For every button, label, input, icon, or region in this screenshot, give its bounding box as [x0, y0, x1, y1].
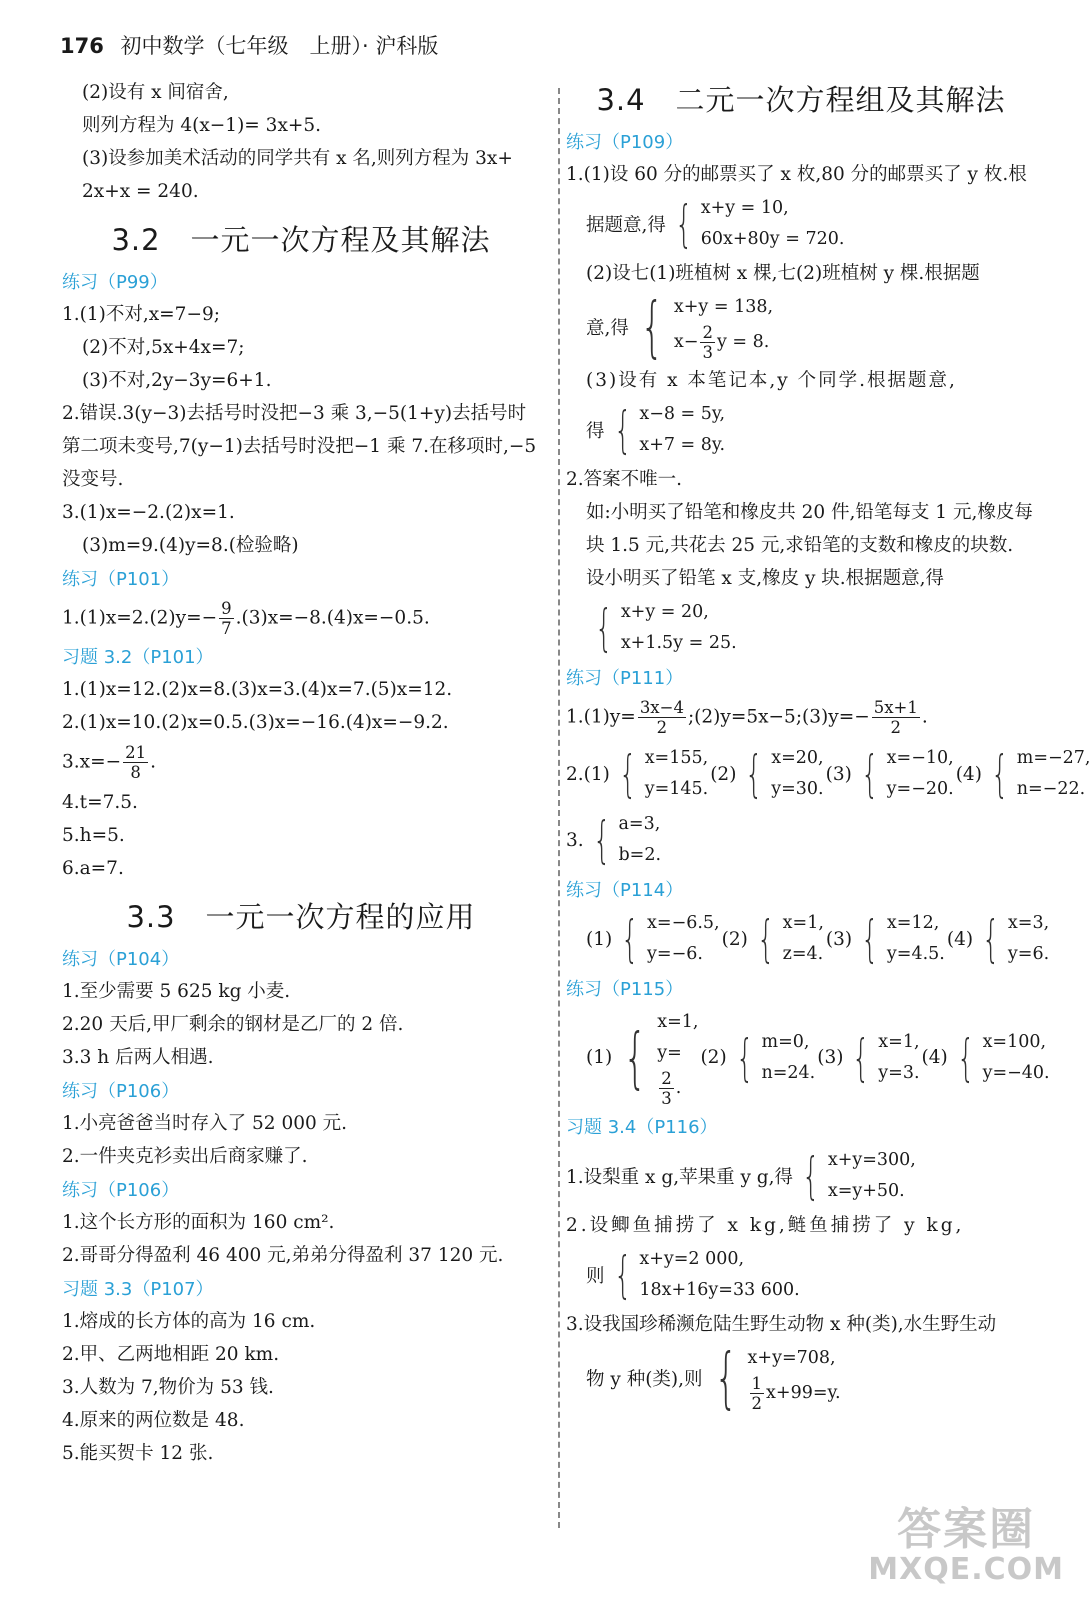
equation-part: x+99=y.	[766, 1383, 841, 1403]
brace-icon: {	[619, 745, 637, 803]
equation: m=−27,	[1016, 748, 1091, 768]
answer-text: .(3)x=−8.(4)x=−0.5.	[235, 607, 430, 629]
brace-icon: {	[991, 745, 1009, 803]
answer-line: 2.错误.3(y−3)去括号时没把−3 乘 3,−5(1+y)去括号时第二项未变号,7(y−1)去括号时没把−1 乘 7.在移项时,−5 没变号.	[62, 403, 537, 490]
answer-line: 如:小明买了铅笔和橡皮共 20 件,铅笔每支 1 元,橡皮每块 1.5 元,共花去 25 元,求铅笔的支数和橡皮的块数.	[586, 502, 1033, 556]
equation: 18x+16y=33 600.	[639, 1280, 800, 1300]
equation-line	[566, 807, 1036, 873]
equation-system	[950, 1027, 1050, 1089]
equation-line	[566, 906, 1050, 972]
answer-line: 1.(1)x=12.(2)x=8.(3)x=3.(4)x=7.(5)x=12.	[62, 679, 453, 700]
equation: z=4.	[782, 944, 824, 964]
answer-line: 3.3 h 后两人相遇.	[62, 1047, 214, 1068]
equation: x=−10,	[886, 748, 954, 768]
answer-line: 2.20 天后,甲厂剩余的钢材是乙厂的 2 倍.	[62, 1014, 404, 1035]
section-title-3-2: 3.2 一元一次方程及其解法	[111, 223, 491, 257]
brace-icon: {	[956, 1028, 975, 1087]
section-title-3-3: 3.3 一元一次方程的应用	[126, 900, 476, 934]
item-tag: (1)	[583, 763, 610, 785]
equation-part: .	[675, 1078, 682, 1098]
equation: y=3.	[878, 1062, 920, 1083]
exercise-label: 练习（P99）	[62, 272, 168, 293]
numerator: 2	[702, 323, 713, 342]
answer-text: 据题意,得	[586, 215, 666, 236]
exercise-label: 练习（P106）	[62, 1081, 180, 1102]
answer-line: 2.设鲫鱼捕捞了 x kg,鲢鱼捕捞了 y kg,	[566, 1215, 965, 1236]
brace-icon: {	[982, 910, 1000, 968]
brace-icon: {	[621, 910, 639, 968]
equation: x=1,	[878, 1031, 920, 1052]
equation: x=155,	[644, 748, 709, 768]
text-line: (3)设参加美术活动的同学共有 x 名,则列方程为 3x+	[82, 148, 513, 169]
fraction	[659, 1069, 674, 1108]
answer-text: 1.设梨重 x g,苹果重 y g,得	[566, 1167, 794, 1188]
brace-icon: {	[613, 1246, 632, 1304]
equation-part: y = 8.	[716, 332, 770, 352]
item-tag: (4)	[921, 1047, 948, 1068]
equation: n=24.	[761, 1062, 816, 1083]
answer-line: 3.设我国珍稀濒危陆生野生动物 x 种(类),水生野生动	[566, 1314, 997, 1335]
text-line: 则列方程为 4(x−1)= 3x+5.	[82, 115, 322, 136]
item-tag: (4)	[946, 928, 974, 950]
exercise-label: 练习（P104）	[62, 949, 180, 970]
numerator: 1	[751, 1374, 763, 1393]
brace-icon: {	[595, 599, 613, 657]
answer-line: 1.熔成的长方体的高为 16 cm.	[62, 1311, 316, 1332]
fraction	[638, 698, 686, 737]
equation-system	[607, 1244, 800, 1306]
answer-line: 5.能买贺卡 12 张.	[62, 1443, 214, 1464]
equation-system	[705, 1339, 841, 1416]
item-tag: (1)	[586, 1047, 613, 1068]
answer-line: (2)设七(1)班植树 x 棵,七(2)班植树 y 棵.根据题	[586, 263, 980, 284]
brace-icon: {	[675, 195, 693, 253]
answer-text: 物 y 种(类),则	[586, 1369, 703, 1390]
column-divider	[558, 88, 560, 1528]
fraction	[750, 1374, 765, 1413]
equation: x=100,	[982, 1031, 1047, 1052]
equation: x+1.5y = 25.	[620, 633, 737, 653]
equation-line	[566, 595, 1036, 661]
answer-line: 1.这个长方形的面积为 160 cm².	[62, 1212, 335, 1233]
brace-icon: {	[861, 745, 879, 803]
denominator: 2	[890, 718, 902, 737]
numerator: 2	[661, 1069, 672, 1088]
exercise-label: 练习（P109）	[566, 132, 684, 153]
watermark-logo	[868, 1506, 1064, 1586]
denominator: 3	[702, 343, 713, 362]
page-number: 176	[60, 34, 104, 58]
numerator: 9	[221, 599, 232, 618]
equation-system	[795, 1145, 916, 1207]
equation: x=20,	[771, 748, 824, 768]
item-tag: (4)	[955, 763, 982, 785]
equation-line	[566, 290, 1036, 364]
item-tag: (3)	[825, 763, 852, 785]
equation: x+y = 10,	[700, 198, 789, 218]
answer-text: 1.(1)y=	[566, 706, 636, 728]
equation: x+y=708,	[747, 1348, 836, 1368]
equation: x+y=300,	[827, 1150, 916, 1170]
answer-line: 2.甲、乙两地相距 20 km.	[62, 1344, 280, 1365]
answer-line: 2.哥哥分得盈利 46 400 元,弟弟分得盈利 37 120 元.	[62, 1245, 504, 1266]
denominator: 7	[221, 619, 232, 638]
page-header	[60, 30, 438, 60]
left-column	[62, 76, 540, 1470]
equation-system	[854, 908, 945, 970]
right-column	[566, 78, 1091, 1416]
numerator: 5x+1	[873, 698, 918, 717]
answer-line: (3)设有 x 本笔记本,y 个同学.根据题意,	[586, 370, 957, 391]
watermark-text: 答案圈	[897, 1504, 1036, 1555]
answer-line: 1.小亮爸爸当时存入了 52 000 元.	[62, 1113, 348, 1134]
brace-icon: {	[861, 910, 879, 968]
fraction	[219, 599, 234, 638]
equation-part: x−	[673, 332, 699, 352]
equation: y=30.	[771, 779, 824, 799]
exercise-label: 习题 3.2（P101）	[62, 647, 214, 668]
exercise-label: 习题 3.4（P116）	[566, 1117, 718, 1138]
equation: y=−20.	[886, 779, 954, 799]
answer-line: (3)不对,2y−3y=6+1.	[82, 370, 272, 391]
item-tag: (3)	[817, 1047, 844, 1068]
answer-line: (3)m=9.(4)y=8.(检验略)	[82, 535, 299, 556]
equation-system	[588, 597, 737, 659]
exercise-label: 练习（P106）	[62, 1180, 180, 1201]
equation: m=0,	[761, 1031, 810, 1052]
answer-line: 2.(1)x=10.(2)x=0.5.(3)x=−16.(4)x=−9.2.	[62, 712, 449, 733]
equation	[748, 1374, 841, 1413]
answer-line: 1.(1)设 60 分的邮票买了 x 枚,80 分的邮票买了 y 枚.根	[566, 164, 1027, 185]
watermark-url: MXQE.COM	[868, 1552, 1064, 1587]
answer-text: 则	[586, 1266, 605, 1287]
exercise-label: 练习（P101）	[62, 569, 180, 590]
fraction	[700, 323, 715, 362]
equation: x=−6.5,	[647, 913, 720, 933]
equation-system	[607, 399, 726, 461]
equation: x−8 = 5y,	[639, 404, 726, 424]
brace-icon: {	[745, 745, 764, 803]
answer-text: .	[921, 706, 928, 728]
equation-line	[566, 1005, 1050, 1110]
numerator: 21	[125, 743, 147, 762]
answer-line: 2.答案不唯一.	[566, 469, 683, 490]
item-tag: (1)	[586, 928, 613, 950]
section-title-3-4: 3.4 二元一次方程组及其解法	[596, 83, 1006, 117]
item-tag: (2)	[721, 928, 748, 950]
answer-text: 3.	[566, 829, 584, 851]
equation-part: y=	[657, 1043, 682, 1063]
equation-system	[729, 1027, 816, 1089]
brace-icon: {	[713, 1339, 738, 1416]
equation-system	[631, 288, 774, 365]
equation-system	[975, 908, 1049, 970]
equation: x+y = 138,	[673, 297, 774, 317]
equation	[674, 323, 773, 362]
answer-text: .	[150, 751, 156, 773]
equation-system	[845, 1027, 919, 1089]
equation-line	[566, 1143, 1036, 1209]
answer-line: 2.一件夹克衫卖出后商家赚了.	[62, 1146, 308, 1167]
equation: a=3,	[618, 814, 661, 834]
equation-system	[612, 743, 708, 805]
equation-line	[566, 191, 1036, 257]
answer-text: 1.(1)x=2.(2)y=−	[62, 607, 218, 629]
answer-line: 4.原来的两位数是 48.	[62, 1410, 245, 1431]
answer-line	[62, 599, 540, 638]
exercise-label: 练习（P111）	[566, 668, 684, 689]
equation: y=6.	[1007, 944, 1050, 964]
brace-icon: {	[623, 1018, 647, 1096]
brace-icon: {	[735, 1028, 754, 1087]
denominator: 3	[661, 1089, 672, 1108]
item-tag: (2)	[710, 763, 737, 785]
equation-system	[750, 908, 824, 970]
answer-line: 1.(1)不对,x=7−9;	[62, 304, 220, 325]
text-line: 2x+x = 240.	[82, 181, 199, 202]
equation-system	[738, 743, 823, 805]
equation: x+y=2 000,	[639, 1249, 745, 1269]
equation: y=−40.	[982, 1062, 1050, 1083]
equation: x=1,	[782, 913, 824, 933]
brace-icon: {	[757, 910, 775, 968]
equation: y=145.	[644, 779, 709, 799]
equation: n=−22.	[1016, 779, 1086, 799]
equation-system	[668, 193, 845, 255]
exercise-label: 练习（P115）	[566, 979, 684, 1000]
answer-text: 意,得	[586, 318, 629, 339]
equation-line	[566, 397, 1036, 463]
answer-line: 设小明买了铅笔 x 支,橡皮 y 块.根据题意,得	[586, 568, 945, 589]
equation: x=12,	[886, 913, 940, 933]
brace-icon: {	[802, 1147, 820, 1205]
equation: x=y+50.	[827, 1181, 905, 1201]
equation-system	[614, 1007, 698, 1108]
numerator: 3x−4	[639, 698, 684, 717]
denominator: 2	[656, 718, 668, 737]
equation-system	[984, 743, 1091, 805]
equation: y=4.5.	[886, 944, 945, 964]
answer-text: 得	[586, 421, 605, 442]
equation: x=3,	[1007, 913, 1050, 933]
equation-line	[566, 741, 1091, 807]
answer-line	[566, 698, 1036, 737]
exercise-label: 习题 3.3（P107）	[62, 1279, 214, 1300]
equation: b=2.	[618, 845, 662, 865]
brace-icon: {	[613, 401, 632, 459]
equation	[657, 1038, 698, 1108]
answer-line: 4.t=7.5.	[62, 792, 138, 813]
equation-system	[854, 743, 954, 805]
equation: x+7 = 8y.	[639, 435, 726, 455]
book-title: 初中数学（七年级 上册）· 沪科版	[120, 34, 439, 58]
answer-line	[62, 743, 540, 782]
equation-system	[586, 809, 661, 871]
brace-icon: {	[852, 1028, 871, 1087]
equation-line	[566, 1341, 1036, 1415]
answer-text: ;(2)y=5x−5;(3)y=−	[687, 706, 870, 728]
equation-line	[566, 1242, 1036, 1308]
item-tag: (3)	[825, 928, 853, 950]
fraction	[123, 743, 148, 782]
equation: y=−6.	[647, 944, 703, 964]
equation-system	[614, 908, 719, 970]
answer-line: 3.人数为 7,物价为 53 钱.	[62, 1377, 274, 1398]
answer-line: 6.a=7.	[62, 858, 124, 879]
text-line: (2)设有 x 间宿舍,	[82, 82, 229, 103]
denominator: 2	[751, 1394, 763, 1413]
equation: 60x+80y = 720.	[700, 229, 845, 249]
answer-text: 2.	[566, 763, 584, 785]
answer-line: 1.至少需要 5 625 kg 小麦.	[62, 981, 291, 1002]
equation: x+y = 20,	[620, 602, 709, 622]
answer-line: 3.(1)x=−2.(2)x=1.	[62, 502, 235, 523]
exercise-label: 练习（P114）	[566, 880, 684, 901]
brace-icon: {	[592, 811, 611, 869]
answer-text: 3.x=−	[62, 751, 122, 773]
fraction	[872, 698, 920, 737]
brace-icon: {	[640, 288, 664, 365]
equation: x=1,	[657, 1012, 699, 1032]
answer-line: (2)不对,5x+4x=7;	[82, 337, 245, 358]
answer-line: 5.h=5.	[62, 825, 125, 846]
denominator: 8	[130, 763, 141, 782]
item-tag: (2)	[700, 1047, 727, 1068]
